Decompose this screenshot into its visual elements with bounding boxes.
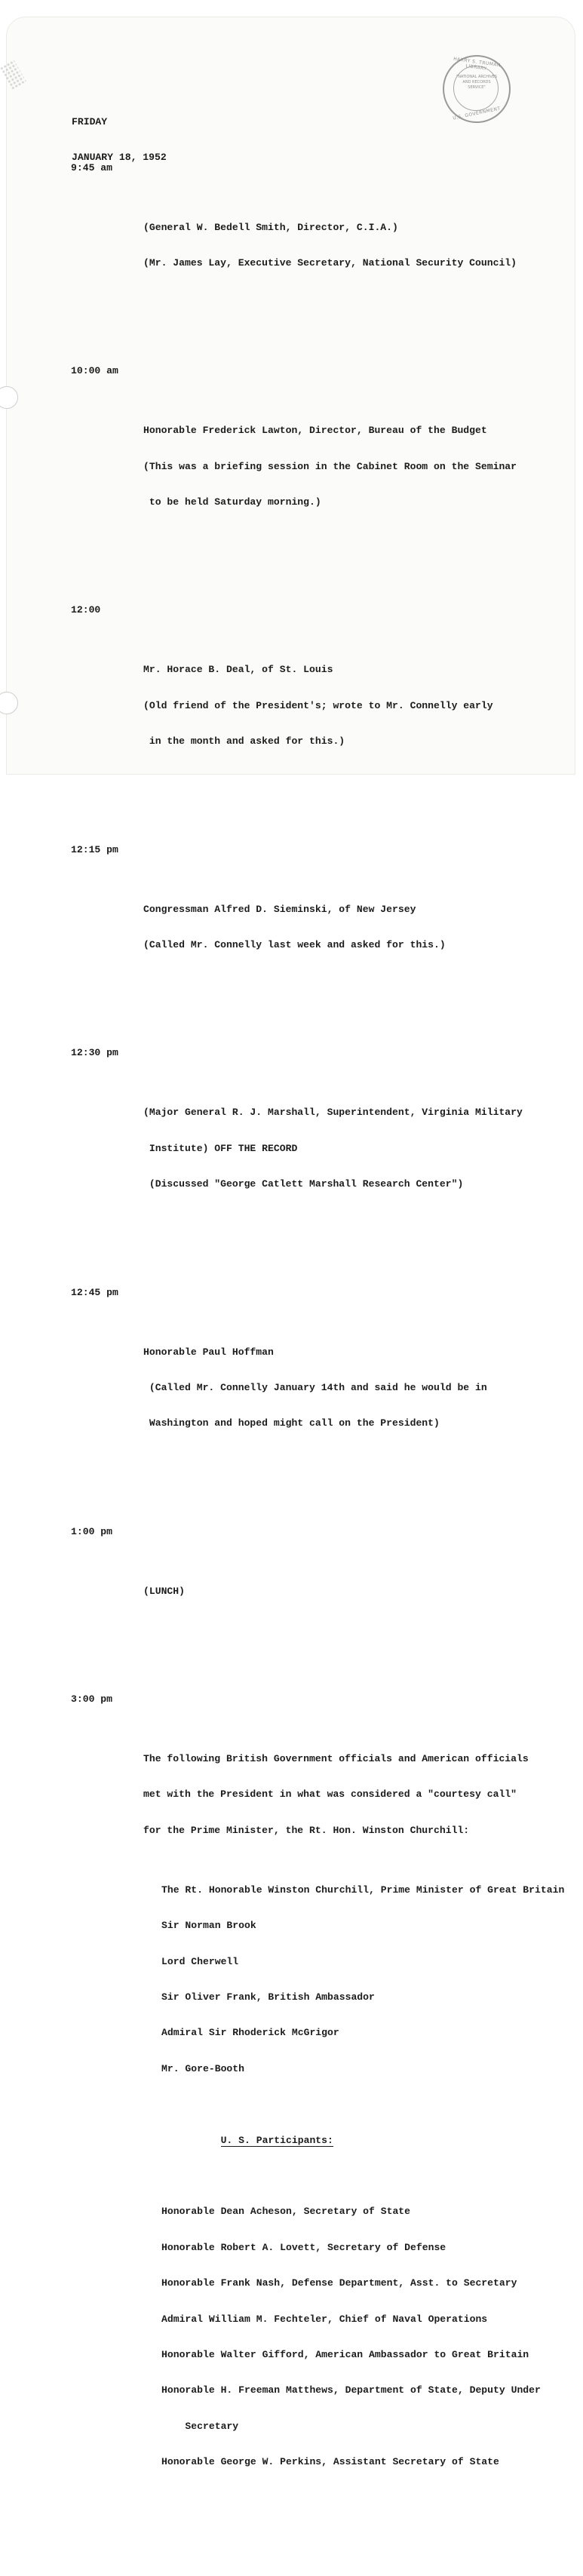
participant-line: Lord Cherwell bbox=[161, 1955, 239, 1967]
schedule-entries bbox=[6, 138, 575, 2576]
schedule-entry bbox=[6, 1526, 575, 1645]
entry-line: for the Prime Minister, the Rt. Hon. Winston Churchill: bbox=[143, 1824, 470, 1836]
schedule-entry bbox=[6, 844, 575, 999]
entry-line: in the month and asked for this.) bbox=[143, 735, 345, 748]
header-date: JANUARY 18, 1952 bbox=[72, 151, 167, 163]
entry-line: The following British Government officials and American officials bbox=[143, 1753, 529, 1764]
schedule-entry-courtesy-call bbox=[6, 1693, 575, 2540]
header-day: FRIDAY bbox=[72, 115, 108, 127]
entry-line: (Called Mr. Connelly January 14th and said he would be in bbox=[143, 1381, 487, 1393]
entry-time: 12:45 pm bbox=[71, 1286, 118, 1298]
participant-line: Admiral William M. Fechteler, Chief of Naval Operations bbox=[161, 2313, 488, 2325]
entry-body bbox=[143, 640, 575, 772]
participant-line: Mr. Gore-Booth bbox=[161, 2062, 245, 2074]
entry-line: Congressman Alfred D. Sieminski, of New Jersey bbox=[143, 903, 416, 915]
schedule-entry bbox=[6, 365, 575, 556]
entry-time: 3:00 pm bbox=[71, 1693, 113, 1706]
entry-line: (Major General R. J. Marshall, Superintendent, Virginia Military bbox=[143, 1107, 523, 1119]
entry-line: Institute) OFF THE RECORD bbox=[143, 1142, 298, 1154]
participant-line: Honorable Walter Gifford, American Ambassador to Great Britain bbox=[161, 2349, 529, 2361]
entry-time: 12:15 pm bbox=[71, 843, 118, 855]
participant-line: Sir Norman Brook bbox=[161, 1920, 256, 1932]
entry-line: Washington and hoped might call on the President) bbox=[143, 1417, 440, 1429]
schedule-entry bbox=[6, 604, 575, 795]
entry-line: Honorable Frederick Lawton, Director, Bureau of the Budget bbox=[143, 425, 487, 437]
entry-line: (Called Mr. Connelly last week and asked for this.) bbox=[143, 939, 446, 950]
us-participants-list bbox=[143, 2182, 575, 2492]
archive-stamp-bottom-text: U.S. GOVERNMENT bbox=[452, 106, 502, 121]
entry-line: Honorable Paul Hoffman bbox=[143, 1346, 274, 1358]
entry-line: (This was a briefing session in the Cabinet Room on the Seminar bbox=[143, 460, 517, 472]
paper-speck bbox=[0, 60, 26, 90]
entry-body bbox=[143, 401, 575, 533]
participant-line: The Rt. Honorable Winston Churchill, Prime Minister of Great Britain bbox=[161, 1884, 565, 1896]
entry-line: to be held Saturday morning.) bbox=[143, 496, 321, 508]
entry-line: met with the President in what was considered a "courtesy call" bbox=[143, 1788, 517, 1801]
participant-line: Honorable H. Freeman Matthews, Department of State, Deputy Under bbox=[161, 2384, 541, 2396]
participant-line: Honorable Frank Nash, Defense Department, Asst. to Secretary bbox=[161, 2277, 517, 2289]
entry-line: (Mr. James Lay, Executive Secretary, National Security Council) bbox=[143, 256, 517, 269]
british-participants-list bbox=[143, 1860, 575, 2099]
entry-time: 10:00 am bbox=[71, 365, 118, 377]
participant-line: Honorable Dean Acheson, Secretary of State bbox=[161, 2206, 411, 2218]
schedule-entry bbox=[6, 1287, 575, 1478]
entry-line: (General W. Bedell Smith, Director, C.I.A.) bbox=[143, 221, 398, 233]
entry-time: 9:45 am bbox=[71, 161, 113, 173]
participant-line: Sir Oliver Frank, British Ambassador bbox=[161, 1991, 375, 2003]
entry-body bbox=[143, 1083, 575, 1214]
entry-line: (Discussed "George Catlett Marshall Research Center") bbox=[143, 1178, 464, 1190]
participant-line: Secretary bbox=[161, 2420, 239, 2432]
entry-time: 12:00 bbox=[71, 604, 101, 616]
document-page bbox=[6, 17, 575, 2468]
participant-line: Honorable George W. Perkins, Assistant Secretary of State bbox=[161, 2456, 499, 2468]
archive-stamp-center-text: "NATIONAL ARCHIVES AND RECORDS SERVICE" bbox=[456, 75, 498, 90]
entry-time: 1:00 pm bbox=[71, 1525, 113, 1537]
archive-stamp-top-text: HARRY S. TRUMAN LIBRARY bbox=[453, 56, 502, 72]
entry-body bbox=[143, 880, 575, 975]
participant-line: Honorable Robert A. Lovett, Secretary of Defense bbox=[161, 2241, 446, 2253]
entry-line: Mr. Horace B. Deal, of St. Louis bbox=[143, 664, 333, 676]
entry-time: 12:30 pm bbox=[71, 1047, 118, 1059]
entry-body bbox=[143, 1322, 575, 1454]
us-participants-heading-row bbox=[143, 2123, 575, 2159]
schedule-entry bbox=[6, 1047, 575, 1238]
entry-line: (Old friend of the President's; wrote to Mr. Connelly early bbox=[143, 699, 493, 711]
entry-body bbox=[143, 1561, 575, 1621]
entry-body bbox=[143, 198, 575, 293]
participant-line: Admiral Sir Rhoderick McGrigor bbox=[161, 2027, 339, 2039]
us-participants-heading: U. S. Participants: bbox=[220, 2134, 333, 2146]
entry-line: (LUNCH) bbox=[143, 1585, 186, 1597]
archive-stamp bbox=[443, 55, 511, 123]
entry-body bbox=[143, 1729, 575, 2516]
schedule-entry bbox=[6, 162, 575, 317]
